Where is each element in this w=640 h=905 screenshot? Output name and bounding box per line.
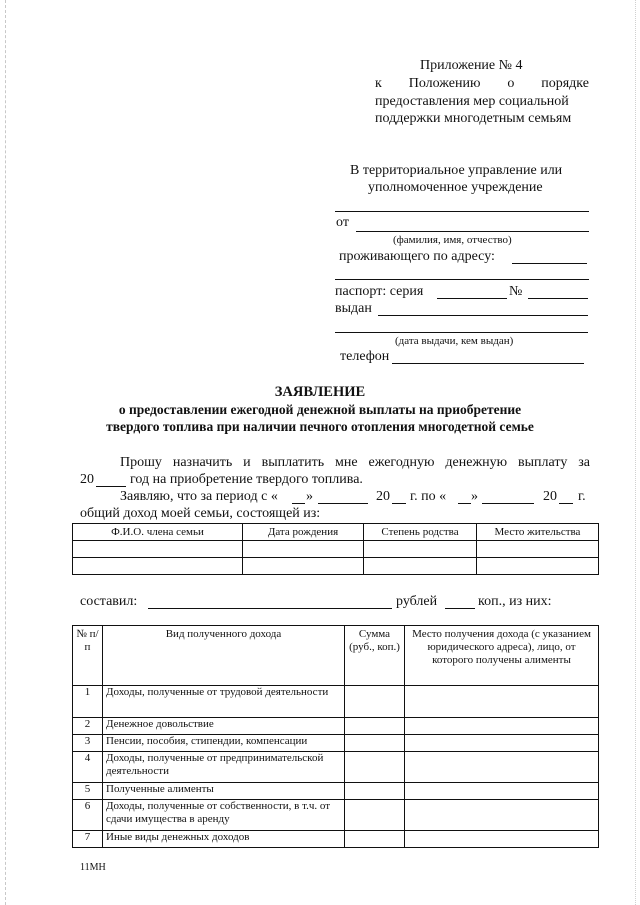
income-row-label: Доходы, полученные от предпринимательской деятельности [103,752,345,783]
request-year-prefix: 20 [80,472,94,487]
from-label: от [336,215,349,230]
income-sum-cell[interactable] [345,783,405,800]
table-row [73,735,599,752]
income-row-number: 2 [73,718,103,735]
income-table [72,625,599,848]
income-row-number: 1 [73,686,103,718]
address-label: проживающего по адресу: [339,249,495,264]
declare-to: г. по « [410,489,447,504]
issued-caption: (дата выдачи, кем выдан) [395,335,514,347]
table-row [73,558,599,575]
income-col-sum: Сумма (руб., коп.) [345,626,405,686]
request-line-1: Прошу назначить и выплатить мне ежегодную денежную выплату за [120,455,590,470]
kopecks-label: коп., из них: [478,594,552,609]
income-row-label: Пенсии, пособия, стипендии, компенсации [103,735,345,752]
declare-year-suffix: г. [578,489,586,504]
income-col-place: Место получения дохода (с указанием юридического адреса), лицо, от которого получены алименты [405,626,599,686]
family-cell[interactable] [477,558,599,575]
family-cell[interactable] [73,558,243,575]
passport-number-field[interactable] [528,298,588,299]
income-row-label: Иные виды денежных доходов [103,831,345,848]
appendix-line-1 [375,76,589,92]
income-sum-cell[interactable] [345,800,405,831]
income-place-cell[interactable] [405,752,599,783]
rubles-label: рублей [396,594,438,609]
income-place-cell[interactable] [405,831,599,848]
income-sum-cell[interactable] [345,752,405,783]
table-row [73,831,599,848]
income-row-number: 4 [73,752,103,783]
request-line-2: год на приобретение твердого топлива. [130,472,363,487]
appendix-word-2: Положению [408,76,481,91]
income-place-cell[interactable] [405,718,599,735]
passport-series-label: паспорт: серия [335,284,424,299]
declare-close-quote-2: » [471,489,478,504]
family-col-relation: Степень родства [364,524,477,541]
family-col-birthdate: Дата рождения [243,524,364,541]
declare-year-prefix-1: 20 [376,489,390,504]
family-cell[interactable] [243,558,364,575]
income-place-cell[interactable] [405,735,599,752]
phone-field[interactable] [392,363,584,364]
address-field[interactable] [512,263,587,264]
declare-start: Заявляю, что за период с « [120,489,278,504]
income-place-cell[interactable] [405,783,599,800]
scan-edge-left [5,0,6,905]
table-row [73,541,599,558]
total-label: составил: [80,594,138,609]
table-row [73,686,599,718]
income-intro: общий доход моей семьи, состоящей из: [80,506,321,521]
income-row-number: 5 [73,783,103,800]
family-col-residence: Место жительства [477,524,599,541]
request-year-field[interactable] [96,486,126,487]
income-row-number: 7 [73,831,103,848]
family-cell[interactable] [243,541,364,558]
issued-field-2[interactable] [335,332,588,333]
document-title: ЗАЯВЛЕНИЕ [274,384,366,400]
family-cell[interactable] [73,541,243,558]
family-cell[interactable] [364,541,477,558]
fio-field[interactable] [356,231,589,232]
income-row-number: 6 [73,800,103,831]
income-place-cell[interactable] [405,800,599,831]
family-table-header [73,524,599,541]
appendix-word-4: порядке [541,76,589,91]
table-row [73,752,599,783]
period-end-year-field[interactable] [559,503,573,504]
income-sum-cell[interactable] [345,831,405,848]
document-subtitle-1: о предоставлении ежегодной денежной выплаты на приобретение [118,402,522,417]
total-amount-field[interactable] [148,608,392,609]
declare-close-quote: » [306,489,313,504]
table-row [73,718,599,735]
appendix-title: Приложение № 4 [420,58,523,73]
income-col-type: Вид полученного дохода [103,626,345,686]
declare-year-prefix-2: 20 [543,489,557,504]
income-row-label: Денежное довольствие [103,718,345,735]
family-cell[interactable] [364,558,477,575]
document-subtitle-2: твердого топлива при наличии печного отопления многодетной семье [106,419,534,434]
income-row-label: Доходы, полученные от трудовой деятельности [103,686,345,718]
addressee-line-1: В территориальное управление или [350,163,563,178]
blank-line[interactable] [335,211,589,212]
income-sum-cell[interactable] [345,718,405,735]
appendix-line-3: поддержки многодетным семьям [375,111,572,126]
passport-number-label: № [509,284,523,299]
income-row-label: Доходы, полученные от собственности, в т.ч. от сдачи имущества в аренду [103,800,345,831]
passport-series-field[interactable] [437,298,507,299]
period-start-month-field[interactable] [318,503,368,504]
kopecks-field[interactable] [445,608,475,609]
address-field-2[interactable] [335,279,589,280]
income-col-number: № п/п [73,626,103,686]
income-place-cell[interactable] [405,686,599,718]
appendix-word-3: о [507,76,515,91]
income-row-label: Полученные алименты [103,783,345,800]
period-end-day-field[interactable] [458,503,471,504]
fio-caption: (фамилия, имя, отчество) [393,234,512,246]
appendix-word-1: к [375,76,382,91]
footer-code: 11МН [80,862,106,873]
income-sum-cell[interactable] [345,686,405,718]
scan-edge-right [635,0,636,905]
table-row [73,800,599,831]
issued-field[interactable] [378,315,588,316]
period-end-month-field[interactable] [482,503,534,504]
income-sum-cell[interactable] [345,735,405,752]
family-members-table [72,523,599,575]
issued-label: выдан [335,301,372,316]
income-table-header [73,626,599,686]
table-row [73,783,599,800]
period-start-day-field[interactable] [292,503,305,504]
period-start-year-field[interactable] [392,503,406,504]
addressee-line-2: уполномоченное учреждение [368,180,543,195]
family-col-fio: Ф.И.О. члена семьи [73,524,243,541]
phone-label: телефон [340,349,390,364]
family-cell[interactable] [477,541,599,558]
income-row-number: 3 [73,735,103,752]
appendix-line-2: предоставления мер социальной [375,94,569,109]
